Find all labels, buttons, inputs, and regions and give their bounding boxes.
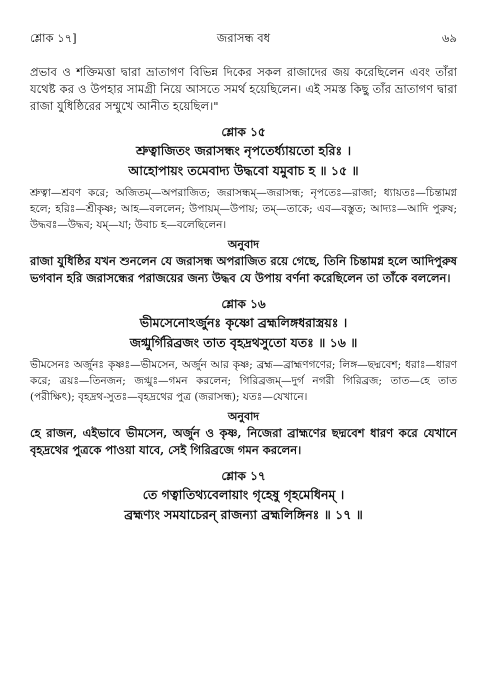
verse-block-15 bbox=[30, 123, 457, 287]
verse-line: শ্রুত্বাজিতং জরাসন্ধং নৃপতের্ধ্যায়তো হরিঃ । bbox=[135, 143, 352, 158]
verse-title: শ্লোক ১৭ bbox=[221, 469, 266, 483]
page-number: ৬৯ bbox=[442, 31, 457, 45]
verse-line: জগ্মুর্গিরিব্রজং তাত বৃহদ্রথসুতো যতঃ ॥ ১৬ ॥ bbox=[129, 335, 358, 350]
intro-paragraph: প্রভাব ও শক্তিমত্তা দ্বারা ভ্রাতাগণ বিভিন্ন দিকের সকল রাজাদের জয় করেছিলেন এবং তাঁরা যথেষ্ট কর ও উপহার সামগ্রী নিয়ে আসতে সমর্থ হয়েছিলেন। এই সমস্ত কিছু তাঁর ভ্রাতাগণ দ্বারা রাজা যুধিষ্ঠিরের সম্মুখে আনীত হয়েছিল।" bbox=[30, 65, 457, 113]
verse-block-17 bbox=[30, 467, 457, 525]
header-chapter-title: জরাসন্ধ বধ bbox=[216, 31, 271, 45]
page-content bbox=[30, 64, 457, 525]
verse-line: ভীমসেনোঽর্জুনঃ কৃষ্ণো ব্রহ্মলিঙ্গধরাস্ত্রয়ঃ । bbox=[139, 315, 348, 330]
verse-block-16 bbox=[30, 295, 457, 459]
verse-line: আহোপায়ং তমেবাদ্য উদ্ধবো যমুবাচ হ ॥ ১৫ ॥ bbox=[128, 163, 359, 178]
word-meanings: ভীমসেনঃ অর্জুনঃ কৃষ্ণঃ—ভীমসেন, অর্জুন আর কৃষ্ণ; ব্রহ্ম—ব্রাহ্মণগণের; লিঙ্গ—ছদ্মবেশ; ধরাঃ—ধারণ করে; ত্রয়ঃ—তিনজন; জগ্মুঃ—গমন করলেন; গিরিব্রজম্—দুর্গ নগরী গিরিব্রজ; তাত—হে তাত (পরীক্ষিৎ); বৃহদ্রথ-সুতঃ—বৃহদ্রথের পুত্র (জরাসন্ধ); যতঃ—যেখানে। bbox=[30, 359, 457, 403]
translation-text: হে রাজন, এইভাবে ভীমসেন, অর্জুন ও কৃষ্ণ, নিজেরা ব্রাহ্মণের ছদ্মবেশ ধারণ করে যেখানে বৃহদ্রথের পুত্রকে পাওয়া যাবে, সেই গিরিব্রজে গমন করলেন। bbox=[30, 426, 457, 457]
header-verse-ref: শ্লোক ১৭] bbox=[30, 31, 77, 45]
translation-label: অনুবাদ bbox=[227, 238, 260, 251]
verse-title: শ্লোক ১৬ bbox=[221, 297, 266, 311]
verse-line: ব্রহ্মণ্যং সমযাচেরন্ রাজন্যা ব্রহ্মলিঙ্গিনঃ ॥ ১৭ ॥ bbox=[124, 507, 363, 522]
translation-label: অনুবাদ bbox=[227, 410, 260, 423]
page-header bbox=[30, 30, 457, 48]
verse-title: শ্লোক ১৫ bbox=[221, 125, 266, 139]
verse-line: তে গত্বাতিথ্যবেলায়াং গৃহেষু গৃহমেধিনম্ । bbox=[142, 487, 345, 502]
word-meanings: শ্রুত্বা—শ্রবণ করে; অজিতম্—অপরাজিত; জরাসন্ধম্—জরাসন্ধ; নৃপতেঃ—রাজা; ধ্যায়তঃ—চিন্তামগ্ন হলে; হরিঃ—শ্রীকৃষ্ণ; আহ—বললেন; উপায়ম্—উপায়; তম্—তাকে; এব—বস্তুত; আদ্যঃ—আদি পুরুষ; উদ্ধবঃ—উদ্ধব; যম্—যা; উবাচ হ—বলেছিলেন। bbox=[30, 187, 457, 231]
translation-text: রাজা যুধিষ্ঠির যখন শুনলেন যে জরাসন্ধ অপরাজিত রয়ে গেছে, তিনি চিন্তামগ্ন হলে আদিপুরুষ ভগবান হরি জরাসন্ধের পরাজয়ের জন্য উদ্ধব যে উপায় বর্ণনা করেছিলেন তা তাঁকে বললেন। bbox=[30, 254, 457, 285]
